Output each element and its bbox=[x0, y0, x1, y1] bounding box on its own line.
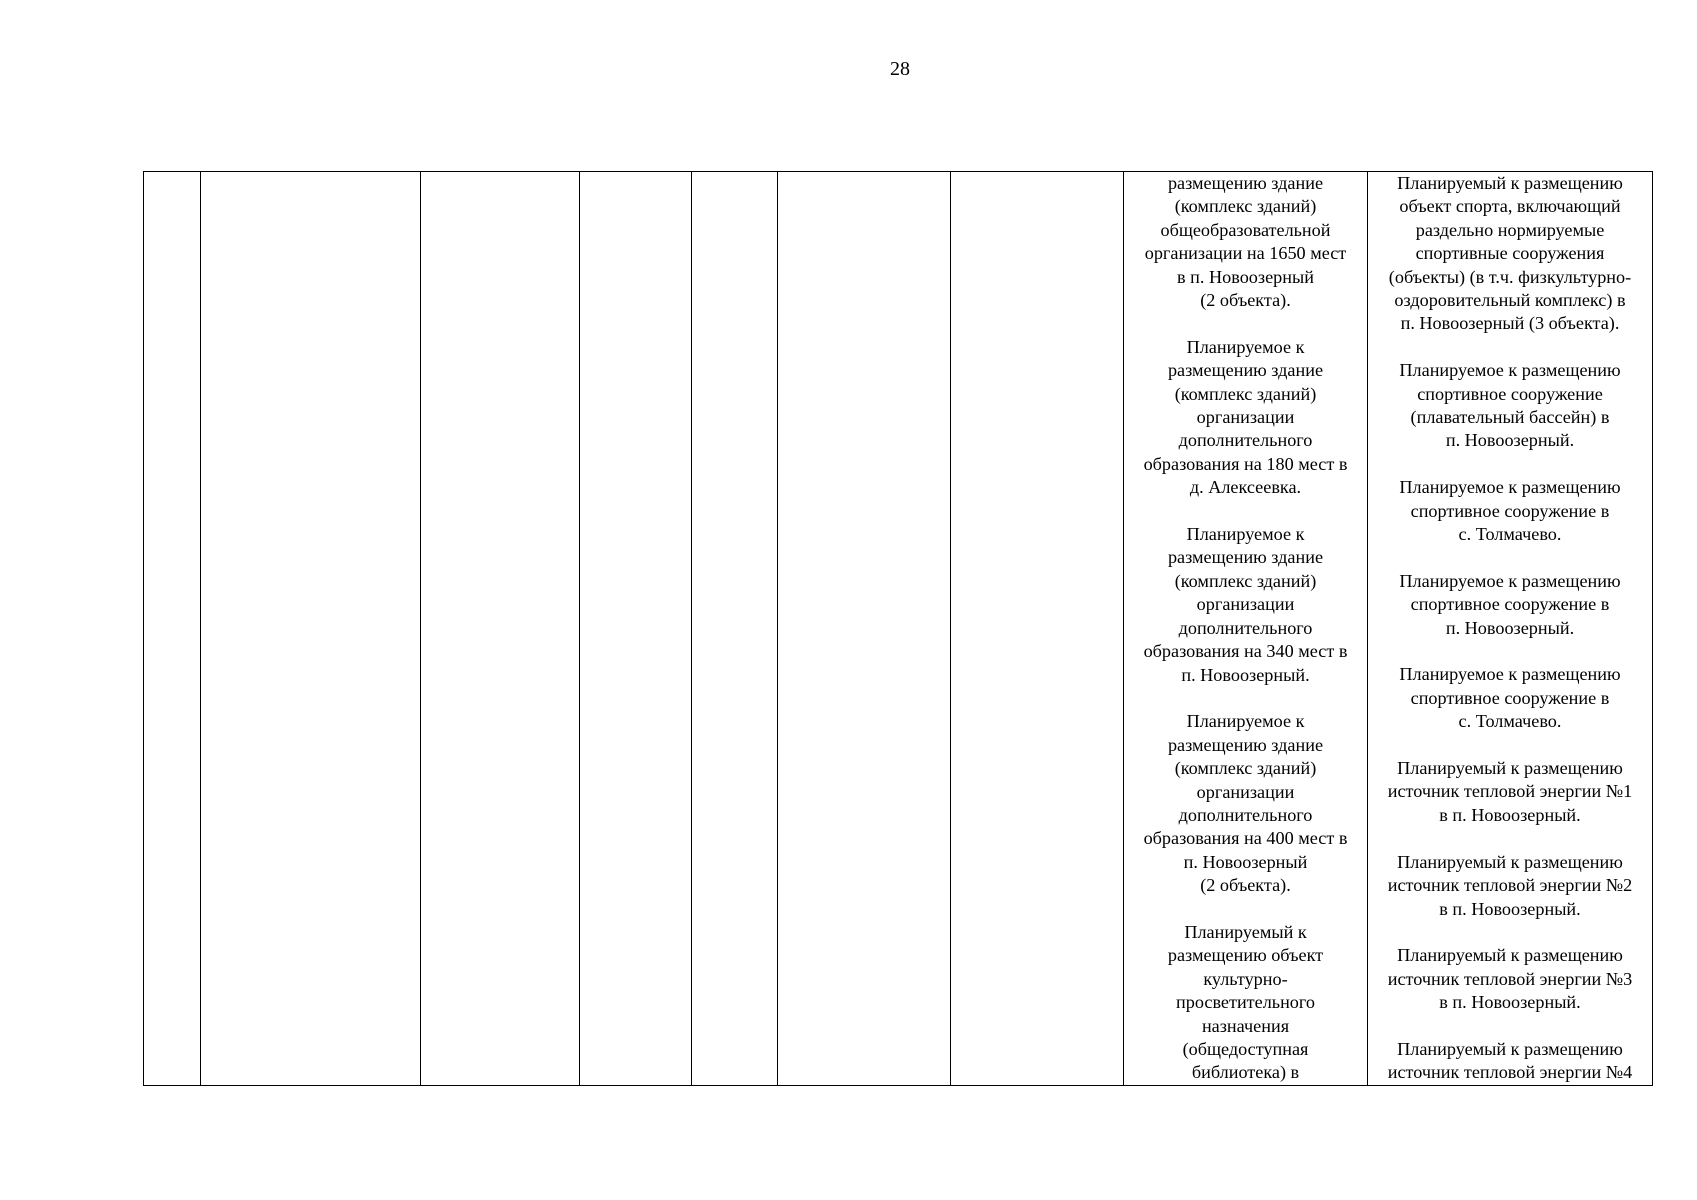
list-item bbox=[1124, 710, 1367, 897]
text-line: Планируемое к размещению bbox=[1399, 664, 1621, 685]
text-line: Планируемый к размещению bbox=[1397, 851, 1623, 872]
text-line: назначения bbox=[1201, 1015, 1290, 1036]
text-line: организации bbox=[1196, 594, 1295, 615]
text-line: размещению здание bbox=[1167, 173, 1324, 193]
text-line: в п. Новоозерный. bbox=[1439, 992, 1581, 1013]
text-line: организации на 1650 мест bbox=[1144, 243, 1347, 264]
table-cell-col1 bbox=[144, 172, 201, 1086]
text-line: образования на 340 мест в bbox=[1143, 641, 1348, 662]
text-line: размещению здание bbox=[1167, 547, 1324, 568]
list-item bbox=[1368, 851, 1652, 921]
table-cell-col9 bbox=[1124, 172, 1368, 1086]
table-row bbox=[144, 172, 1653, 1086]
list-item bbox=[1368, 757, 1652, 827]
text-line: (плавательный бассейн) в bbox=[1410, 407, 1610, 428]
text-line: образования на 400 мест в bbox=[1143, 828, 1348, 849]
text-line: Планируемое к bbox=[1186, 524, 1305, 545]
list-item bbox=[1124, 336, 1367, 500]
text-line: с. Толмачево. bbox=[1458, 524, 1562, 545]
text-line: культурно- bbox=[1203, 968, 1288, 989]
text-line: Планируемый к размещению bbox=[1397, 758, 1623, 779]
text-line: в п. Новоозерный bbox=[1177, 266, 1314, 287]
item-separator bbox=[1124, 898, 1367, 921]
table-cell-col3 bbox=[421, 172, 580, 1086]
text-line: организации bbox=[1196, 407, 1295, 428]
text-line: Планируемый к размещению bbox=[1397, 173, 1623, 193]
text-line: спортивное сооружение bbox=[1417, 383, 1603, 404]
text-line: дополнительного bbox=[1178, 804, 1313, 825]
planning-table bbox=[143, 171, 1653, 1086]
text-line: спортивное сооружение в bbox=[1410, 594, 1610, 615]
item-separator bbox=[1368, 921, 1652, 944]
text-line: (2 объекта). bbox=[1200, 875, 1291, 896]
text-line: (объекты) (в т.ч. физкультурно- bbox=[1388, 266, 1632, 287]
text-line: (комплекс зданий) bbox=[1174, 196, 1317, 217]
list-item bbox=[1368, 1038, 1652, 1085]
item-separator bbox=[1368, 336, 1652, 359]
text-line: организации bbox=[1196, 781, 1295, 802]
list-item bbox=[1124, 172, 1367, 312]
text-line: спортивные сооружения bbox=[1415, 243, 1605, 264]
text-line: дополнительного bbox=[1178, 617, 1313, 638]
text-line: д. Алексеевка. bbox=[1189, 477, 1302, 498]
list-item bbox=[1368, 476, 1652, 546]
list-item bbox=[1368, 944, 1652, 1014]
list-item bbox=[1124, 523, 1367, 687]
item-separator bbox=[1368, 734, 1652, 757]
text-line: п. Новоозерный. bbox=[1445, 617, 1575, 638]
text-line: в п. Новоозерный. bbox=[1439, 804, 1581, 825]
table-cell-col10 bbox=[1368, 172, 1653, 1086]
table-cell-col6 bbox=[778, 172, 951, 1086]
text-line: Планируемое к размещению bbox=[1399, 360, 1621, 381]
list-item bbox=[1368, 663, 1652, 733]
table-cell-col4 bbox=[580, 172, 692, 1086]
item-separator bbox=[1368, 546, 1652, 569]
text-line: Планируемое к bbox=[1186, 711, 1305, 732]
table-cell-col5 bbox=[692, 172, 778, 1086]
list-item bbox=[1368, 172, 1652, 336]
text-line: (комплекс зданий) bbox=[1174, 383, 1317, 404]
text-line: Планируемое к bbox=[1186, 336, 1305, 357]
text-line: в п. Новоозерный. bbox=[1439, 898, 1581, 919]
item-separator bbox=[1124, 500, 1367, 523]
text-line: размещению объект bbox=[1167, 945, 1324, 966]
text-line: (комплекс зданий) bbox=[1174, 570, 1317, 591]
text-line: общеобразовательной bbox=[1160, 219, 1331, 240]
text-line: источник тепловой энергии №2 bbox=[1387, 875, 1633, 896]
text-line: спортивное сооружение в bbox=[1410, 687, 1610, 708]
text-line: оздоровительный комплекс) в bbox=[1394, 290, 1626, 311]
text-line: п. Новоозерный (3 объекта). bbox=[1400, 313, 1620, 334]
text-line: Планируемый к размещению bbox=[1397, 945, 1623, 966]
text-line: (общедоступная bbox=[1182, 1038, 1309, 1059]
text-line: с. Толмачево. bbox=[1458, 711, 1562, 732]
item-separator bbox=[1368, 453, 1652, 476]
item-separator bbox=[1124, 687, 1367, 710]
list-item bbox=[1368, 359, 1652, 453]
item-separator bbox=[1124, 312, 1367, 335]
text-line: Планируемое к размещению bbox=[1399, 477, 1621, 498]
text-line: п. Новоозерный. bbox=[1445, 430, 1575, 451]
text-line: дополнительного bbox=[1178, 430, 1313, 451]
item-separator bbox=[1368, 1015, 1652, 1038]
page-number: 28 bbox=[890, 58, 910, 80]
list-item bbox=[1124, 921, 1367, 1085]
text-line: Планируемый к размещению bbox=[1397, 1038, 1623, 1059]
text-line: Планируемое к размещению bbox=[1399, 570, 1621, 591]
text-line: размещению здание bbox=[1167, 734, 1324, 755]
text-line: библиотека) в bbox=[1191, 1062, 1300, 1083]
table-cell-col2 bbox=[201, 172, 421, 1086]
text-line: п. Новоозерный bbox=[1183, 851, 1308, 872]
list-item bbox=[1368, 570, 1652, 640]
text-line: раздельно нормируемые bbox=[1415, 219, 1605, 240]
text-line: образования на 180 мест в bbox=[1143, 453, 1348, 474]
table-cell-col7 bbox=[951, 172, 1124, 1086]
item-separator bbox=[1368, 827, 1652, 850]
item-separator bbox=[1368, 640, 1652, 663]
text-line: (2 объекта). bbox=[1200, 290, 1291, 311]
text-line: спортивное сооружение в bbox=[1410, 500, 1610, 521]
text-line: Планируемый к bbox=[1184, 921, 1307, 942]
text-line: п. Новоозерный. bbox=[1181, 664, 1310, 685]
text-line: источник тепловой энергии №3 bbox=[1387, 968, 1633, 989]
text-line: объект спорта, включающий bbox=[1399, 196, 1621, 217]
text-line: источник тепловой энергии №1 bbox=[1387, 781, 1633, 802]
text-line: размещению здание bbox=[1167, 360, 1324, 381]
text-line: источник тепловой энергии №4 bbox=[1387, 1062, 1633, 1083]
text-line: просветительного bbox=[1176, 992, 1315, 1013]
text-line: (комплекс зданий) bbox=[1174, 758, 1317, 779]
